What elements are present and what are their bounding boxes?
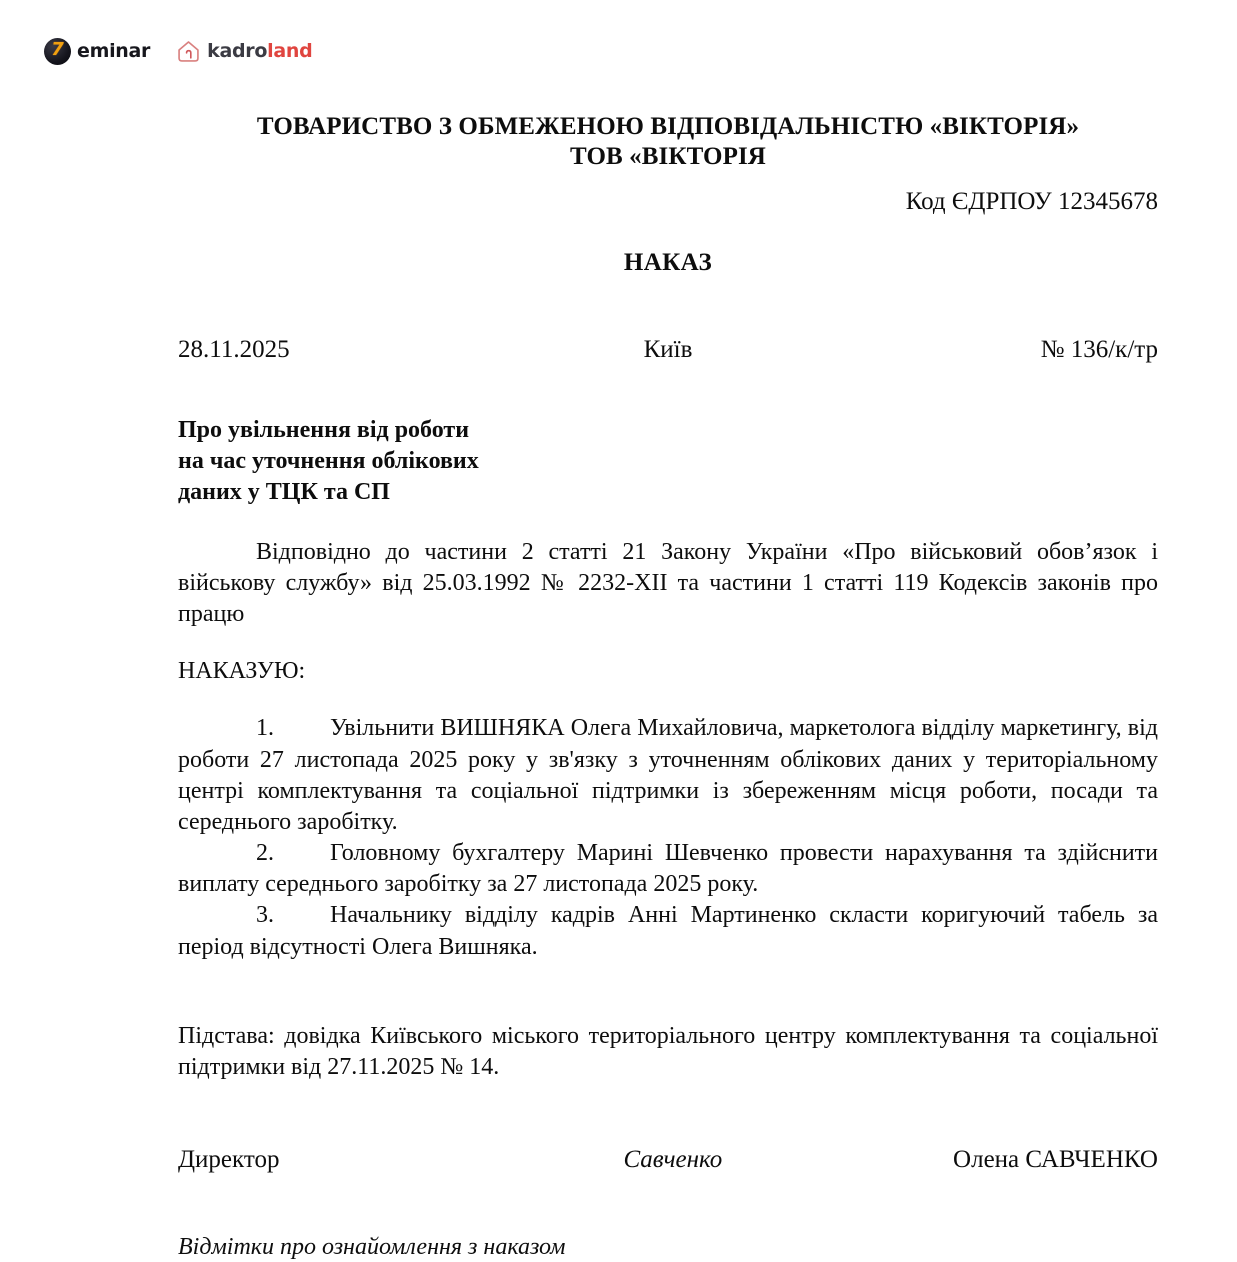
signatory-role: Директор — [178, 1146, 280, 1174]
document-place: Київ — [643, 336, 693, 363]
document-subject-line2: на час уточнення облікових — [178, 448, 479, 475]
zeminar-z-glyph: 7 — [51, 39, 64, 60]
document-meta-row — [178, 335, 1158, 365]
order-item-text: Начальнику відділу кадрів Анні Мартиненко скласти коригуючий табель за період відсутності Олега Вишняка. — [178, 902, 1158, 960]
order-item-number: 3. — [256, 902, 274, 929]
document-subject — [178, 415, 1158, 509]
zeminar-mark-icon — [44, 38, 71, 65]
zeminar-wordmark: eminar — [77, 39, 151, 62]
edrpou-code: Код ЄДРПОУ 12345678 — [905, 188, 1158, 215]
order-basis: Підстава: довідка Київського міського територіального центру комплектування та соціальної підтримки від 27.11.2025 № 14. — [178, 1022, 1158, 1080]
order-verb: НАКАЗУЮ: — [178, 658, 306, 685]
organization-title-line1: ТОВАРИСТВО З ОБМЕЖЕНОЮ ВІДПОВІДАЛЬНІСТЮ «ВІКТОРІЯ» — [256, 113, 1080, 140]
order-item-text: Головному бухгалтеру Марині Шевченко провести нарахування та здійснити виплату середнього заробітку за 27 листопада 2025 року. — [178, 840, 1158, 898]
document-date: 28.11.2025 — [178, 336, 290, 363]
acknowledgement-note: Відмітки про ознайомлення з наказом — [178, 1234, 566, 1261]
kadroland-wordmark-red: land — [267, 39, 313, 62]
document-subject-line3: даних у ТЦК та СП — [178, 479, 390, 506]
order-item-number: 2. — [256, 840, 274, 867]
signatory-name: Олена САВЧЕНКО — [953, 1146, 1158, 1174]
order-item — [178, 838, 1158, 900]
document-kind-heading: НАКАЗ — [623, 249, 713, 276]
document-subject-line1: Про увільнення від роботи — [178, 417, 470, 443]
order-item-number: 1. — [256, 715, 274, 742]
order-items-list — [178, 713, 1158, 963]
document-number: № 136/к/тр — [1040, 336, 1158, 363]
signature-autograph: Савченко — [623, 1146, 723, 1174]
organization-title-line2: ТОВ «ВІКТОРІЯ — [570, 142, 766, 170]
document-preamble: Відповідно до частини 2 статті 21 Закону України «Про військовий обов’язок і військову службу» від 25.03.1992 № 2232-XII та частини 1 статті 119 Кодексів законів про працю — [178, 538, 1158, 627]
kadroland-wordmark-dark: kadro — [207, 39, 268, 62]
zeminar-logo[interactable] — [44, 38, 150, 65]
order-item — [178, 900, 1158, 962]
organization-title — [178, 112, 1158, 171]
order-item — [178, 713, 1158, 838]
signature-row — [178, 1145, 1158, 1175]
order-document — [178, 0, 1158, 1262]
order-item-text: Увільнити ВИШНЯКА Олега Михайловича, маркетолога відділу маркетингу, від роботи 27 листопада 2025 року у зв'язку з уточненням облікових даних у територіальному центрі комплектування та соціальної підтримки із збереженням місця роботи, посади та середнього заробітку. — [178, 715, 1158, 835]
